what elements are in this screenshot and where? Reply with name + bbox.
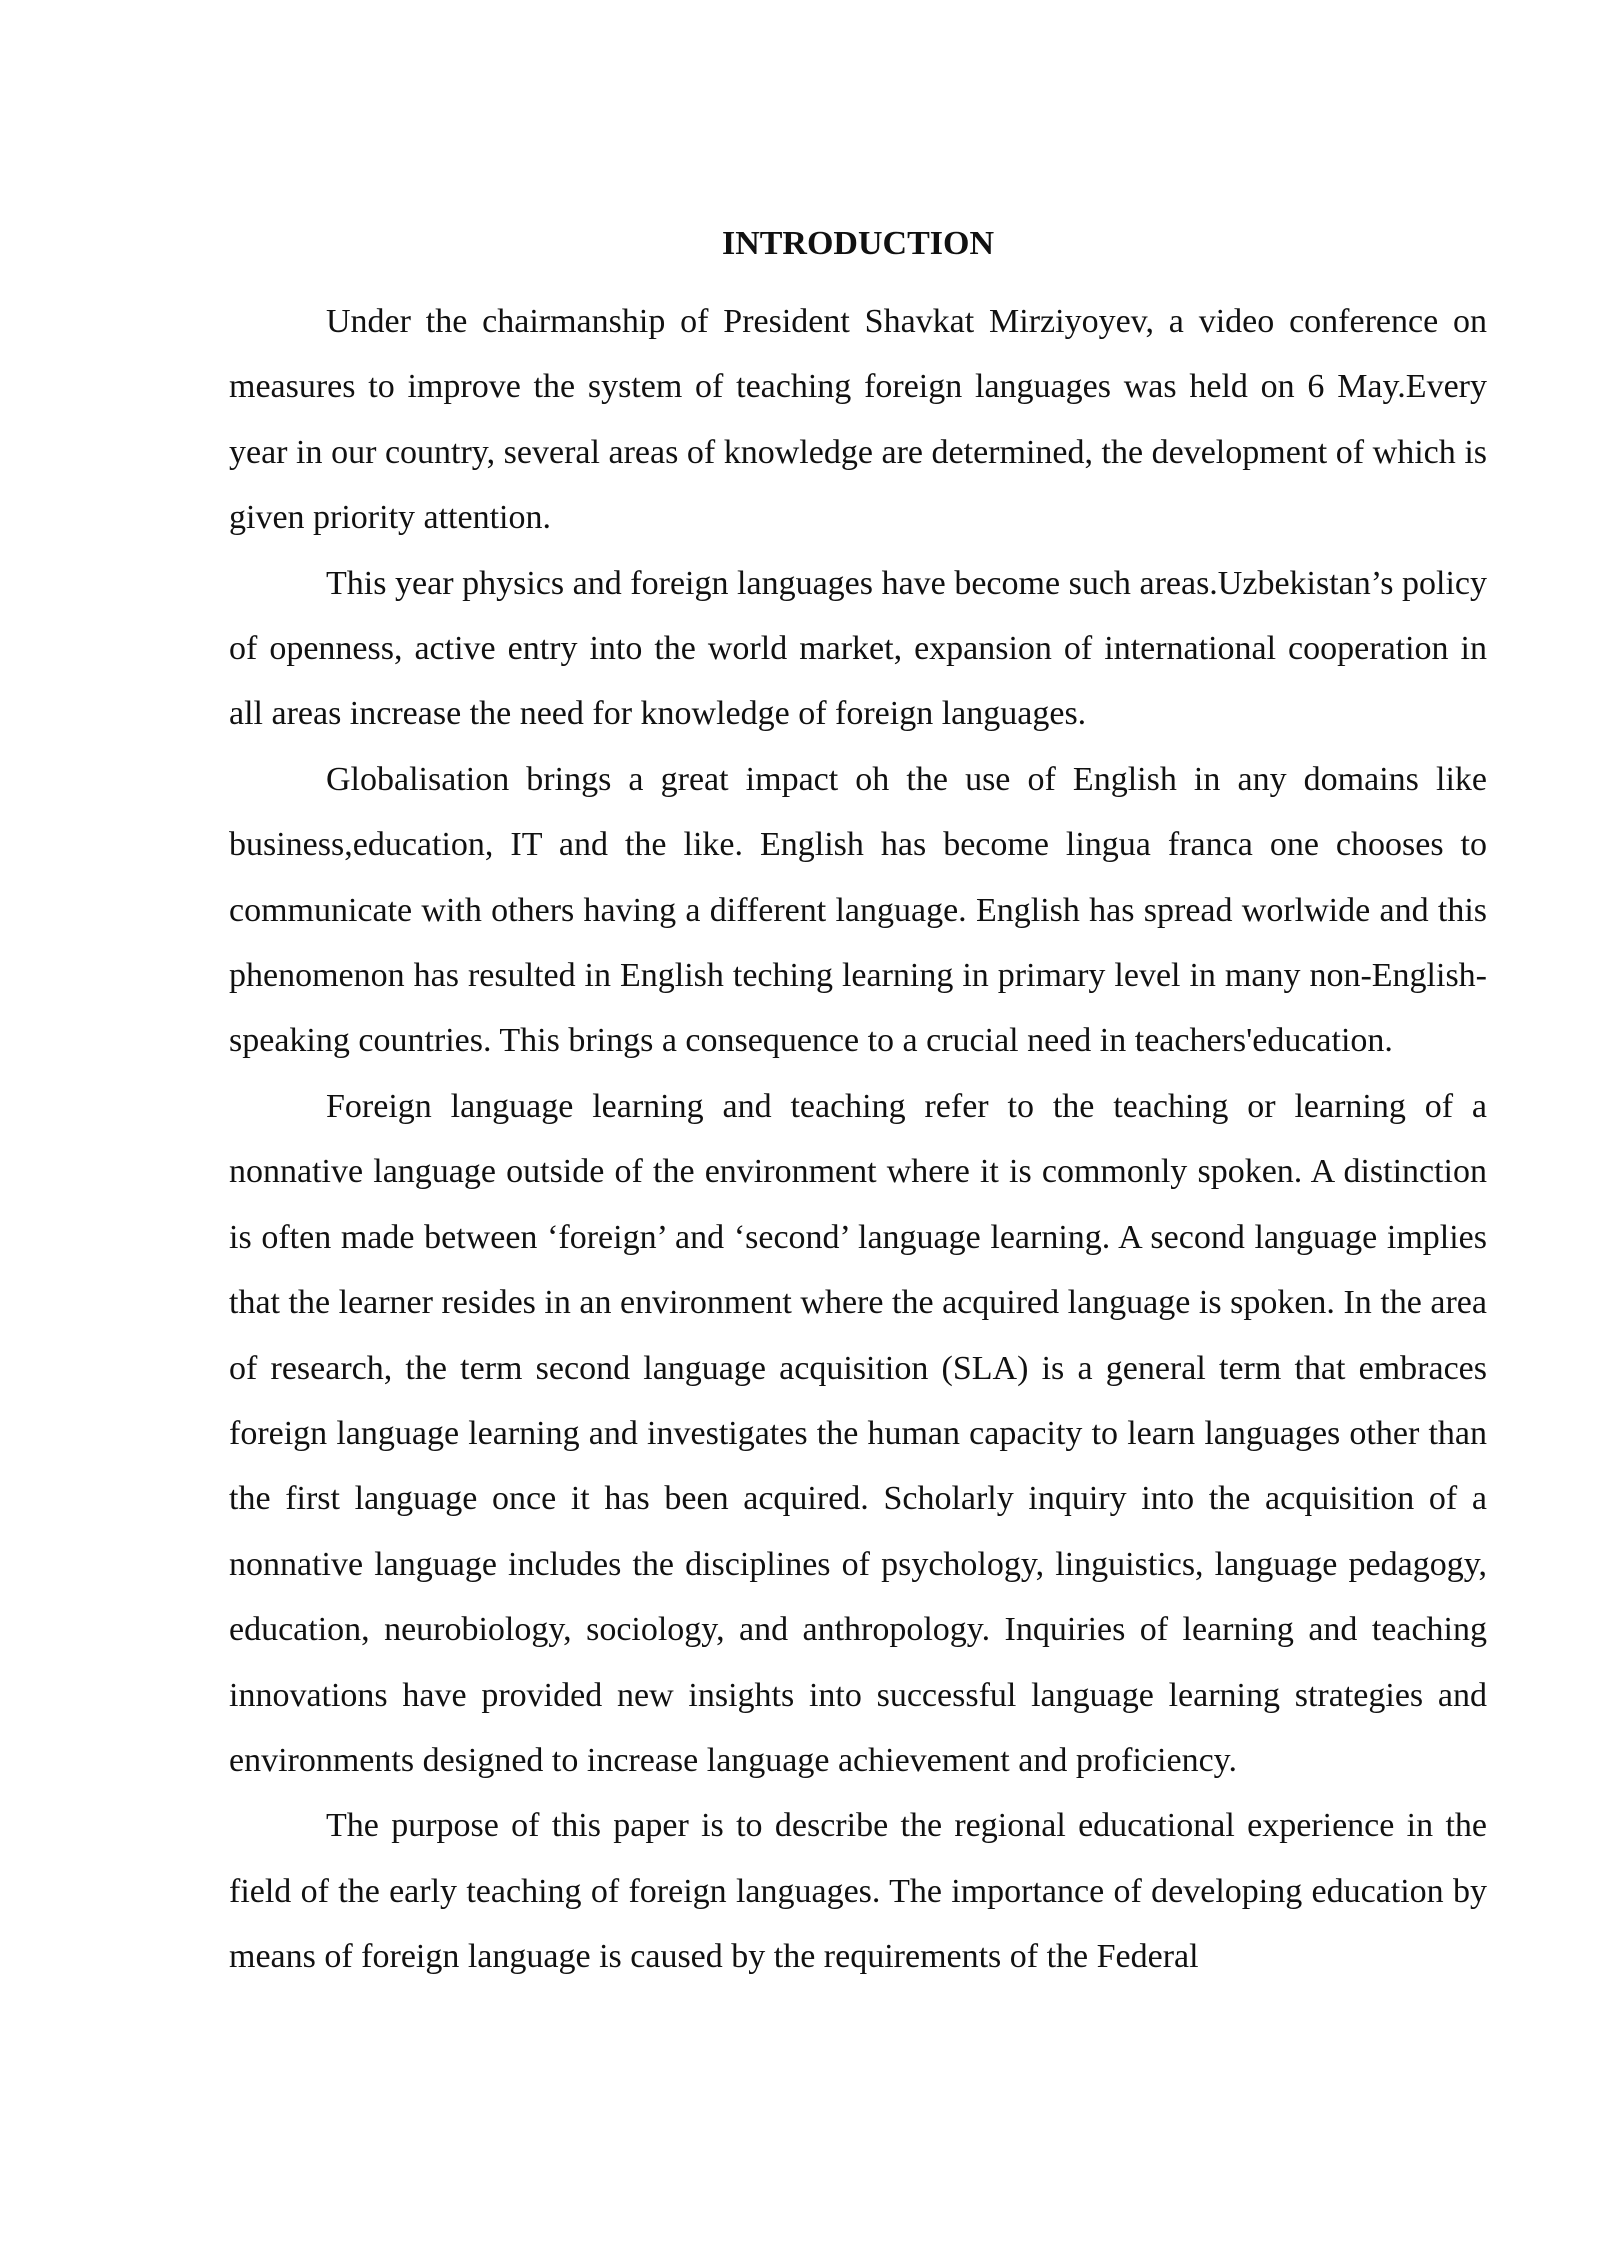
section-heading: INTRODUCTION	[721, 225, 995, 262]
paragraph-3: Globalisation brings a great impact oh the use of English in any domains like business,education, IT and the like. English has become lingua franca one chooses to communicate with others having a different language. English has spread worlwide and this phenomenon has resulted in English teching learning in primary level in many non-English-speaking countries. This brings a consequence to a crucial need in teachers'education.	[229, 760, 1487, 1060]
paragraph-1: Under the chairmanship of President Shavkat Mirziyoyev, a video conference on measures to improve the system of teaching foreign languages was held on 6 May.Every year in our country, several areas of knowledge are determined, the development of which is given priority attention.	[229, 303, 1487, 537]
paragraph-2: This year physics and foreign languages have become such areas.Uzbekistan’s policy of openness, active entry into the world market, expansion of international cooperation in all areas increase the need for knowledge of foreign languages.	[229, 564, 1487, 733]
page-content	[229, 0, 1487, 1990]
paragraph-5: The purpose of this paper is to describe the regional educational experience in the field of the early teaching of foreign languages. The importance of developing education by means of foreign language is caused by the requirements of the Federal	[229, 1807, 1487, 1976]
paragraph-4: Foreign language learning and teaching refer to the teaching or learning of a nonnative language outside of the environment where it is commonly spoken. A distinction is often made between ‘foreign’ and ‘second’ language learning. A second language implies that the learner resides in an environment where the acquired language is spoken. In the area of research, the term second language acquisition (SLA) is a general term that embraces foreign language learning and investigates the human capacity to learn languages other than the first language once it has been acquired. Scholarly inquiry into the acquisition of a nonnative language includes the disciplines of psychology, linguistics, language pedagogy, education, neurobiology, sociology, and anthropology. Inquiries of learning and teaching innovations have provided new insights into successful language learning strategies and environments designed to increase language achievement and proficiency.	[229, 1087, 1487, 1779]
body-text	[229, 289, 1487, 1990]
